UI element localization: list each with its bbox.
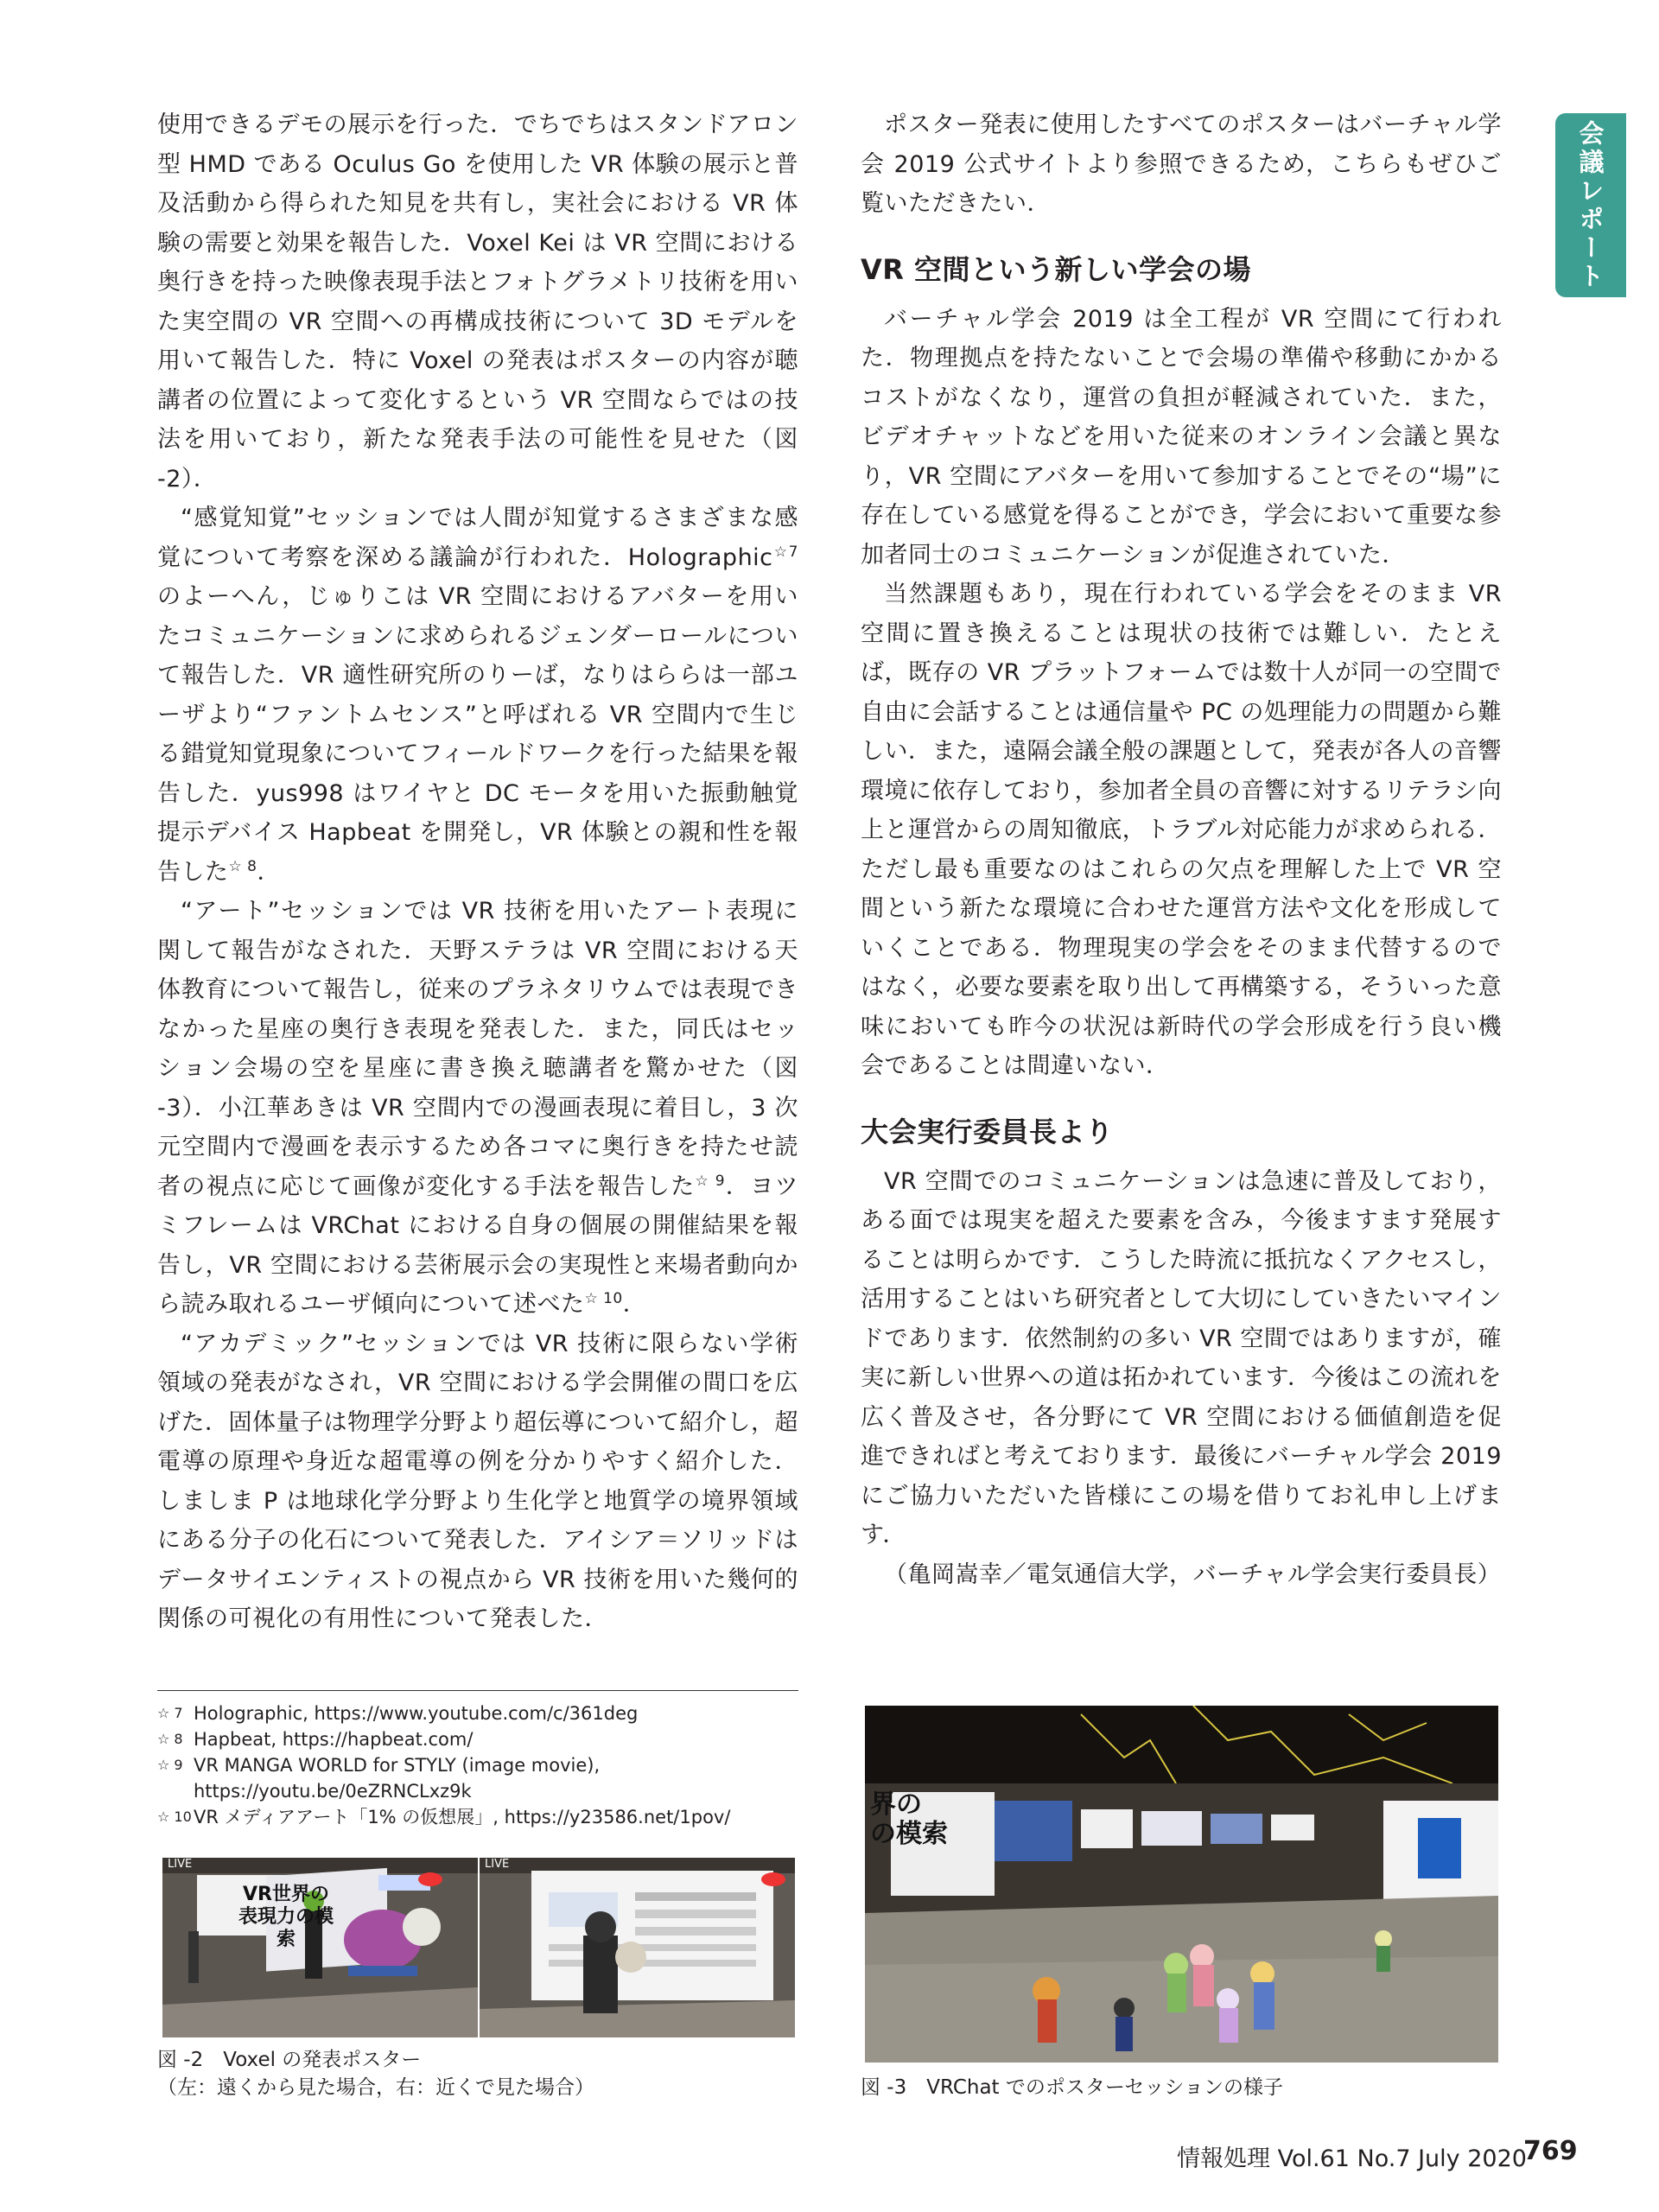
paragraph: 当然課題もあり，現在行われている学会をそのまま VR 空間に置き換えることは現状の技術では難しい．たとえば，既存の VR プラットフォームでは数十人が同一の空間で自由に会話することは通信量や PC の処理能力の問題から難しい．また，遠隔会議全般の課題として，発表が各人の音響環境に依存しており，参加者全員の音響に対するリテラシ向上と運営からの周知徹底，トラブル対応能力が求められる．ただし最も重要なのはこれらの欠点を理解した上で VR 空間という新たな環境に合わせた運営方法や文化を形成していくことである．物理現実の学会をそのまま代替するのではなく，必要な要素を取り出して再構築する，そういった意味においても昨今の状況は新時代の学会形成を行う良い機会であることは間違いない． <box>861 581 1502 1079</box>
right-column <box>861 105 1502 1594</box>
footnote-divider <box>157 1690 798 1691</box>
section-heading: VR 空間という新しい学会の場 <box>861 252 1252 286</box>
paragraph: “感覚知覚”セッションでは人間が知覚するさまざまな感覚について考察を深める議論が行われた．Holographic$^{☆7}$のよーへん，じゅりこは VR 空間におけるアバターを用いたコミュニケーションに求められるジェンダーロールについて報告した．VR 適性研究所のりーば，なりはららは一部ユーザより“ファントムセンス”と呼ばれる VR 空間内で生じる錯覚知覚現象についてフィールドワークを行った結果を報告した．yus998 はワイヤと DC モータを用いた振動触覚提示デバイス Hapbeat を開発し，VR 体験との親和性を報告した$^{☆ 8}$． <box>157 505 798 886</box>
poster-title: VR世界の 表現力の模索 <box>238 1884 334 1950</box>
fig3-photo <box>865 1706 1498 2063</box>
footnote-ref: ☆ 10 <box>584 1290 623 1307</box>
poster-text: 界の の模索 <box>870 1789 948 1849</box>
fig2-photo-right <box>480 1858 795 2037</box>
fig2-photo-left <box>162 1858 478 2037</box>
signature-line: （亀岡嵩幸／電気通信大学，バーチャル学会実行委員長） <box>884 1560 1502 1588</box>
footnote: ☆ 9 VR MANGA WORLD for STYLY (image movie), https://youtu.be/0eZRNCLxz9k <box>157 1755 601 1802</box>
paragraph: ポスター発表に使用したすべてのポスターはバーチャル学会 2019 公式サイトより参照できるため，こちらもぜひご覧いただきたい． <box>861 111 1502 217</box>
paragraph: 使用できるデモの展示を行った．でちでちはスタンドアロン型 HMD である Oculus Go を使用した VR 体験の展示と普及活動から得られた知見を共有し，実社会における VR 体験の需要と効果を報告した．Voxel Kei は VR 空間における奥行きを持った映像表現手法とフォトグラメトリ技術を用いた実空間の VR 空間への再構成技術について 3D モデルを用いて報告した．特に Voxel の発表はポスターの内容が聴講者の位置によって変化するという VR 空間ならではの技法を用いており，新たな発表手法の可能性を見せた（図 -2）． <box>157 111 798 493</box>
paragraph: VR 空間でのコミュニケーションは急速に普及しており，ある面では現実を超えた要素を含み，今後ますます発展することは明らかです．こうした時流に抵抗なくアクセスし，活用することはいち研究者として大切にしていきたいマインドであります．依然制約の多い VR 空間ではありますが，確実に新しい世界への道は拓かれています．今後はこの流れを広く普及させ，各分野にて VR 空間における価値創造を促進できればと考えております．最後にバーチャル学会 2019 にご協力いただいた皆様にこの場を借りてお礼申し上げます． <box>861 1167 1502 1548</box>
fig3-caption: 図 -3 VRChat でのポスターセッションの様子 <box>861 2076 1283 2099</box>
page-number: 769 <box>1523 2136 1578 2166</box>
live-label: LIVE <box>168 1858 193 1871</box>
fig2-caption: 図 -2 Voxel の発表ポスター （左：遠くから見た場合，右：近くで見た場合） <box>157 2049 594 2099</box>
footnote-ref: ☆7 <box>772 543 798 561</box>
section-tab: 会議レポート <box>1555 113 1626 297</box>
paragraph: “アカデミック”セッションでは VR 技術に限らない学術領域の発表がなされ，VR 空間における学会開催の間口を広げた．固体量子は物理学分野より超伝導について紹介し，超電導の原理や身近な超電導の例を分かりやすく紹介した．しましま P は地球化学分野より生化学と地質学の境界領域にある分子の化石について発表した．アイシア＝ソリッドはデータサイエンティストの視点から VR 技術を用いた幾何的関係の可視化の有用性について発表した． <box>157 1330 798 1632</box>
live-label: LIVE <box>485 1858 510 1871</box>
footnote: ☆ 10 VR メディアアート「1% の仮想展」, https://y23586.net/1pov/ <box>157 1807 731 1827</box>
paragraph: “アート”セッションでは VR 技術を用いたアート表現に関して報告がなされた．天野ステラは VR 空間における天体教育について報告し，従来のプラネタリウムでは表現できなかった星座の奥行き表現を発表した．また，同氏はセッション会場の空を星座に書き換え聴講者を驚かせた（図 -3）．小江華あきは VR 空間内での漫画表現に着目し，3 次元空間内で漫画を表示するため各コマに奥行きを持たせ読者の視点に応じて画像が変化する手法を報告した$^{☆ 9}$．ヨツミフレームは VRChat における自身の個展の開催結果を報告し，VR 空間における芸術展示会の実現性と来場者動向から読み取れるユーザ傾向について述べた$^{☆ 10}$． <box>157 898 799 1318</box>
left-column <box>157 105 798 1639</box>
journal-footer: 情報処理 Vol.61 No.7 July 2020 <box>1177 2145 1527 2172</box>
footnote-ref: ☆ 9 <box>695 1172 726 1190</box>
footnote: ☆ 7 Holographic, https://www.youtube.com/c/361deg <box>157 1703 639 1724</box>
footnotes <box>157 1700 798 1830</box>
paragraph: バーチャル学会 2019 は全工程が VR 空間にて行われた．物理拠点を持たないことで会場の準備や移動にかかるコストがなくなり，運営の負担が軽減されていた．また，ビデオチャットなどを用いた従来のオンライン会議と異なり，VR 空間にアバターを用いて参加することでその“場”に存在している感覚を得ることができ，学会において重要な参加者同士のコミュニケーションが促進されていた． <box>861 305 1502 569</box>
section-heading: 大会実行委員長より <box>861 1115 1114 1148</box>
footnote: ☆ 8 Hapbeat, https://hapbeat.com/ <box>157 1729 474 1750</box>
footnote-ref: ☆ 8 <box>228 857 257 875</box>
